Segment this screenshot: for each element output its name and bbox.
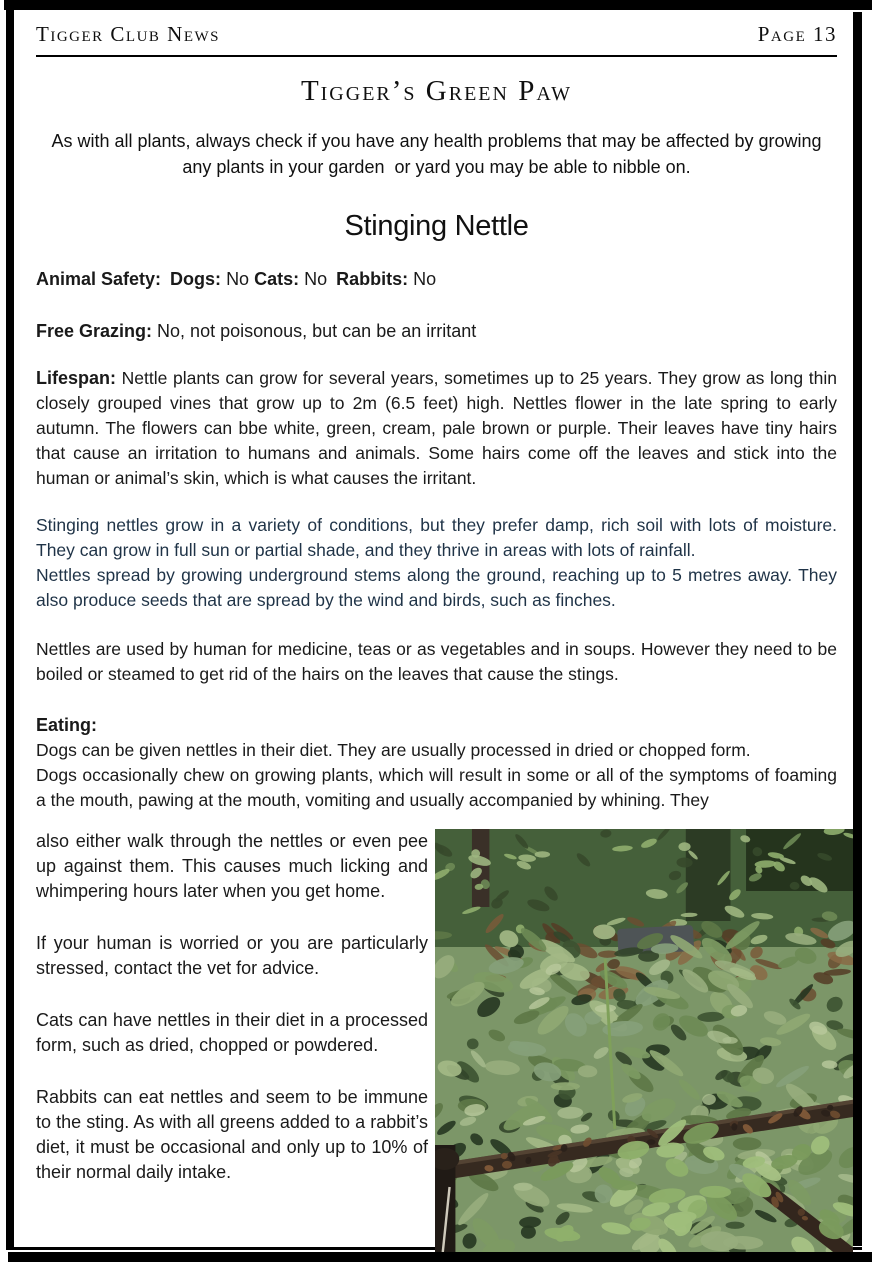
cats-label: Cats: [254,269,300,289]
eating-dogs-paragraph-wrap: also either walk through the nettles or even pee up against them. This causes much licking and whimpering hours later when you get home. [36,831,428,901]
eating-dogs-line: Dogs can be given nettles in their diet. They are usually processed in dried or chopped form. [36,740,751,760]
plant-name-heading: Stinging Nettle [344,210,529,242]
vet-advice-paragraph: If your human is worried or you are particularly stressed, contact the vet for advice. [36,933,428,978]
wrap-text-column [36,829,428,1252]
eating-heading: Eating: [36,715,97,735]
free-grazing-text: No, not poisonous, but can be an irritant [157,321,477,341]
lifespan-label: Lifespan: [36,368,117,388]
page-border-right [853,12,862,1246]
rabbits-value: No [413,269,437,289]
page-header [36,22,837,47]
rabbits-label: Rabbits: [336,269,409,289]
animal-safety-line [36,267,837,292]
nettle-photo [435,829,853,1252]
intro-note [36,128,837,180]
eating-rabbits-paragraph: Rabbits can eat nettles and seem to be immune to the sting. As with all greens added to a rabbit’s diet, it must be occasional and only up to 10% of their normal daily intake. [36,1087,428,1182]
eating-dogs-paragraph-intro: Dogs occasionally chew on growing plants, which will result in some or all of the symptoms of foaming a the mouth, pawing at the mouth, vomiting and usually accompanied by whining. They [36,765,837,810]
article-title: Tigger’s Green Paw [300,75,573,107]
cats-value: No [304,269,328,289]
free-grazing-line [36,319,837,344]
lifespan-paragraph [36,366,837,491]
newsletter-title: Tigger Club News [36,22,220,46]
page-border-left [6,10,14,1248]
free-grazing-label: Free Grazing: [36,321,153,341]
intro-line-2: any plants in your garden or yard you may be able to nibble on. [182,157,691,177]
lifespan-text: Nettle plants can grow for several years, sometimes up to 25 years. They grow as long thin closely grouped vines that grow up to 2m (6.5 feet) high. Nettles flower in the late spring to early autumn. The flowers can bbe white, green, cream, pale brown or purple. Their leaves have tiny hairs that cause an irritation to humans and animals. Some hairs come off the leaves and stick into the human or animal’s skin, which is what causes the irritant. [36,368,837,488]
uses-paragraph: Nettles are used by human for medicine, teas or as vegetables and in soups. However they need to be boiled or steamed to get rid of the hairs on the leaves that cause the stings. [36,639,837,684]
dogs-label: Dogs: [170,269,222,289]
growing-paragraph-2: Nettles spread by growing underground stems along the ground, reaching up to 5 metres away. They also produce seeds that are spread by the wind and birds, such as finches. [36,565,837,610]
page-border-bottom [8,1252,872,1262]
text-and-photo-row [36,829,853,1252]
page-content [14,10,853,1247]
page-border-top [4,0,872,10]
growing-paragraph-1: Stinging nettles grow in a variety of conditions, but they prefer damp, rich soil with lots of moisture. They can grow in full sun or partial shade, and they thrive in areas with lots of rainfall. [36,515,837,560]
intro-line-1: As with all plants, always check if you have any health problems that may be affected by growing [51,131,822,151]
eating-cats-paragraph: Cats can have nettles in their diet in a processed form, such as dried, chopped or powdered. [36,1010,428,1055]
header-rule [36,55,837,57]
dogs-value: No [226,269,250,289]
nettle-photo-image [435,829,853,1252]
animal-safety-label: Animal Safety: [36,269,162,289]
page-number: Page 13 [757,22,837,46]
